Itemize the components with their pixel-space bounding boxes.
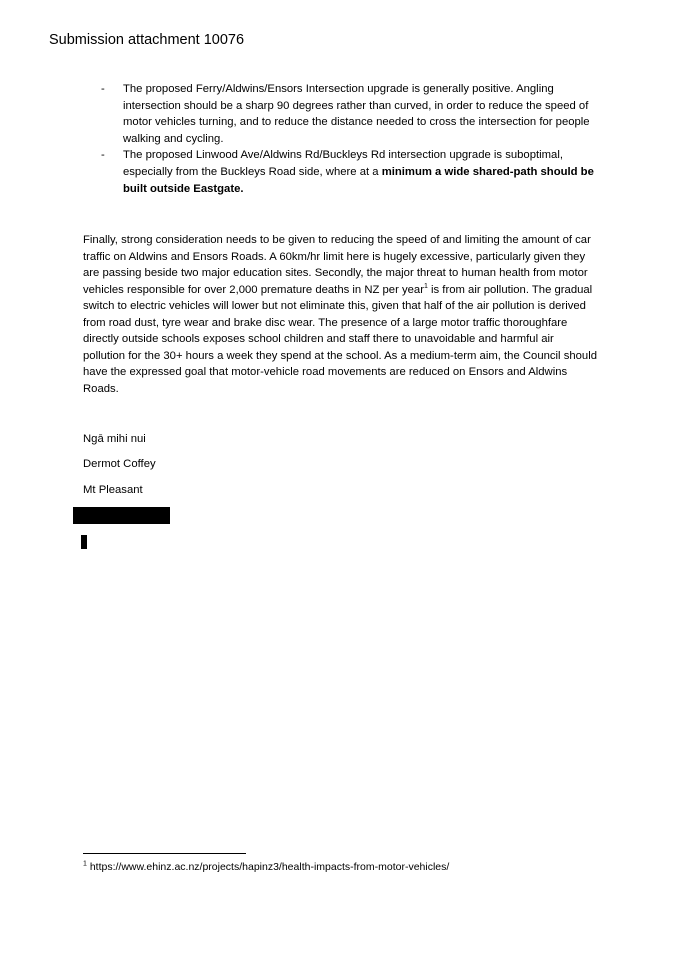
signoff-location: Mt Pleasant	[83, 484, 143, 496]
bullet-text: The proposed Ferry/Aldwins/Ensors Intersection upgrade is generally positive. Angling intersection should be a sharp 90 degrees rather than curved, in order to reduce the speed of motor vehicles turning, and to reduce the distance needed to cross the intersection for people walking and cycling.	[123, 83, 590, 145]
paragraph-text-start: Finally, strong consideration needs to be given to reducing the speed of and limiting the amount of car traffic on Aldwins and Ensors Roads. A 60km/hr limit here is hugely excessive, particularly given they are passing beside two major education sites. Secondly, the major threat to human health from motor vehicles responsible for over 2,000 premature deaths in NZ per year	[83, 234, 591, 296]
bullet-list	[83, 81, 598, 197]
paragraph-text-end: is from air pollution. The gradual switch to electric vehicles will lower but not eliminate this, given that half of the air pollution is derived from road dust, tyre wear and brake disc wear. The presence of a large motor traffic thoroughfare directly outside schools exposes school children and staff there to unavoidable and harmful air pollution for the 30+ hours a week they spend at the school. As a medium-term aim, the Council should have the expressed goal that motor-vehicle road movements are reduced on Ensors and Aldwins Roads.	[83, 283, 597, 395]
page-header: Submission attachment 10076	[49, 32, 245, 48]
footnote-number: 1	[83, 860, 87, 868]
footnote-separator	[83, 853, 246, 854]
footnote	[83, 860, 449, 874]
signoff-name: Dermot Coffey	[83, 458, 156, 470]
bullet-bold-text: minimum a wide shared-path should be built outside Eastgate.	[123, 165, 594, 195]
redaction-block-small	[81, 535, 87, 549]
footnote-reference[interactable]: 1	[423, 282, 428, 290]
bullet-dash: -	[101, 149, 105, 162]
redaction-block	[73, 507, 170, 524]
bullet-item-intersection	[83, 81, 598, 147]
body-paragraph	[83, 232, 598, 397]
bullet-item-linwood	[83, 147, 598, 197]
footnote-link[interactable]: https://www.ehinz.ac.nz/projects/hapinz3/health-impacts-from-motor-vehicles/	[86, 861, 450, 873]
bullet-dash: -	[101, 83, 105, 95]
bullet-text: The proposed Linwood Ave/Aldwins Rd/Buckleys Rd intersection upgrade is suboptimal, especially from the Buckleys Road side, where at a	[123, 149, 563, 178]
signoff-closing: Ngā mihi nui	[83, 433, 146, 445]
